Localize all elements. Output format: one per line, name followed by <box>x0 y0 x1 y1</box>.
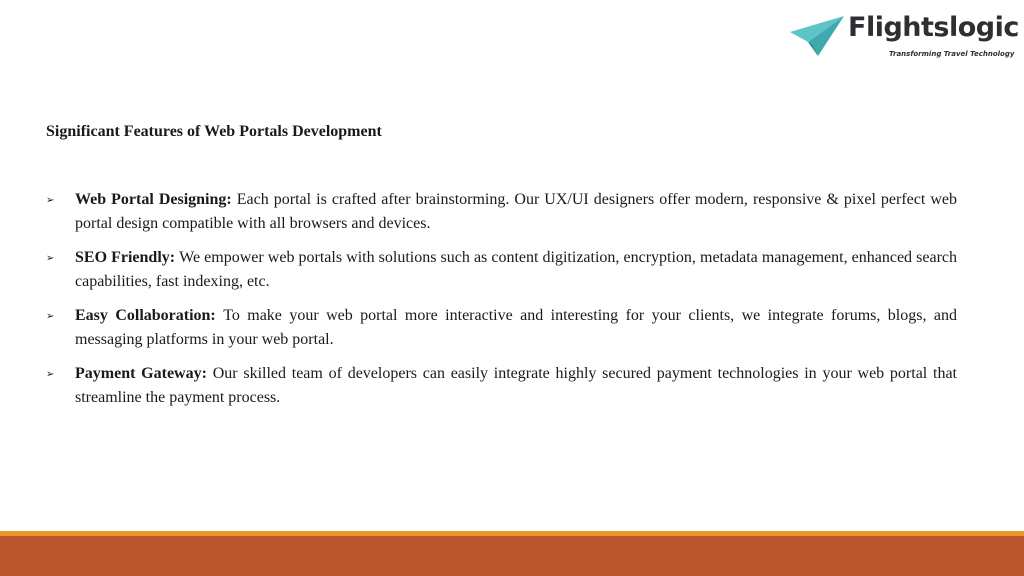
brand-tagline: Transforming Travel Technology <box>889 50 1015 58</box>
brand-logo <box>788 12 1018 62</box>
feature-item <box>46 304 957 352</box>
feature-description: We empower web portals with solutions such as content digitization, encryption, metadata management, enhanced search capabilities, fast indexing, etc. <box>75 249 957 290</box>
feature-list <box>46 188 957 420</box>
footer-band <box>0 536 1024 576</box>
feature-description: Each portal is crafted after brainstorming. Our UX/UI designers offer modern, responsive & pixel perfect web portal design compatible with all browsers and devices. <box>75 191 958 232</box>
brand-name: Flightslogic <box>848 12 1019 43</box>
arrowhead-bullet-icon: ➢ <box>46 311 55 322</box>
paper-plane-icon <box>788 14 846 58</box>
feature-item <box>46 246 957 294</box>
feature-title: SEO Friendly: <box>75 249 180 266</box>
feature-item <box>46 362 957 410</box>
feature-item <box>46 188 957 236</box>
feature-title: Easy Collaboration: <box>75 307 224 324</box>
arrowhead-bullet-icon: ➢ <box>46 195 55 206</box>
arrowhead-bullet-icon: ➢ <box>46 253 55 264</box>
section-heading: Significant Features of Web Portals Development <box>46 123 382 140</box>
feature-description: To make your web portal more interactive and interesting for your clients, we integrate forums, blogs, and messaging platforms in your web portal. <box>75 307 957 348</box>
feature-description: Our skilled team of developers can easily integrate highly secured payment technologies in your web portal that streamline the payment process. <box>75 365 958 406</box>
feature-title: Web Portal Designing: <box>75 191 237 208</box>
arrowhead-bullet-icon: ➢ <box>46 369 55 380</box>
feature-title: Payment Gateway: <box>75 365 213 382</box>
